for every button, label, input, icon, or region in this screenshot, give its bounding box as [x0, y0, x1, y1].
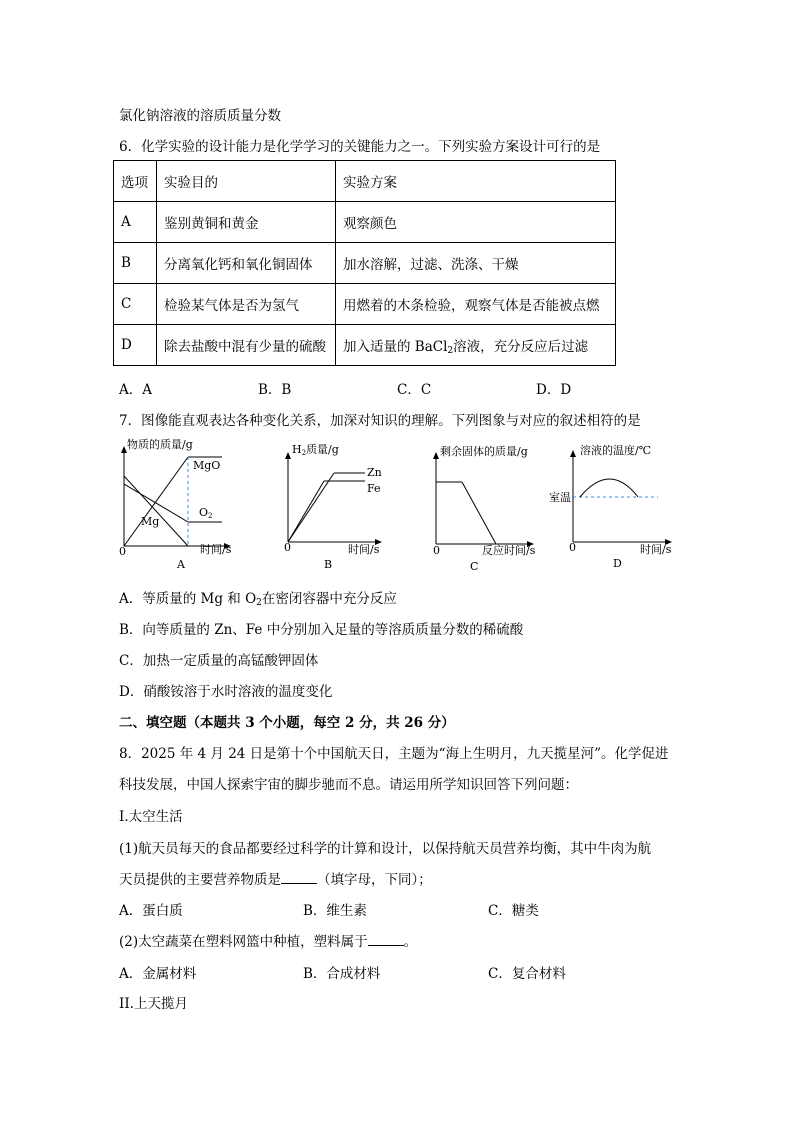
header-option: 选项: [114, 161, 157, 202]
graph-c: [430, 436, 560, 576]
q8-sub1-line1: (1)航天员每天的食品都要经过科学的计算和设计，以保持航天员营养均衡，其中牛肉为航: [119, 841, 652, 857]
graph-d-x-label: 时间/s: [640, 543, 672, 556]
q8-sub2-stem: (2)太空蔬菜在塑料网篮中种植，塑料属于 。: [119, 934, 418, 950]
q8-sub2-option-b: B．合成材料: [303, 966, 381, 982]
q6-option-d: D．D: [536, 382, 572, 398]
row-option: A: [114, 202, 157, 243]
q7-option-a: A．等质量的 Mg 和 $O_2$在密闭容器中充分反应: [119, 591, 397, 608]
experiment-table: [113, 160, 616, 366]
graph-b-x-label: 时间/s: [348, 543, 380, 556]
header-purpose: 实验目的: [157, 161, 336, 202]
graph-d-origin: 0: [569, 541, 576, 554]
previous-question-tail: 氯化钠溶液的溶质质量分数: [119, 108, 281, 124]
question-6-stem: 6．化学实验的设计能力是化学学习的关键能力之一。下列实验方案设计可行的是: [119, 139, 601, 155]
row-purpose: 分离氧化钙和氧化铜固体: [157, 243, 336, 284]
row-purpose: 除去盐酸中混有少量的硫酸: [157, 325, 336, 366]
graph-b: [280, 436, 410, 576]
graph-b-label-zn: Zn: [367, 466, 382, 479]
section-2-heading: 二、填空题（本题共 3 个小题，每空 2 分，共 26 分）: [119, 715, 455, 731]
graph-a-y-label: 物质的质量/g: [127, 438, 193, 451]
row-purpose: 鉴别黄铜和黄金: [157, 202, 336, 243]
graph-a-x-label: 时间/s: [200, 543, 232, 556]
graph-b-label-fe: Fe: [367, 482, 381, 495]
graph-c-origin: 0: [433, 544, 440, 557]
graph-d: [549, 436, 700, 576]
graph-a-caption: A: [177, 558, 185, 571]
graph-d-ref-label: 室温: [549, 491, 571, 504]
graph-b-origin: 0: [284, 541, 291, 554]
q8-sub1-option-a: A．蛋白质: [119, 903, 183, 919]
q8-stem-line1: 8．2025 年 4 月 24 日是第十个中国航天日，主题为“海上生明月，九天揽星河”。化学促进: [119, 746, 669, 762]
graph-a-label-o2: O2: [199, 506, 213, 520]
graph-c-caption: C: [470, 560, 479, 573]
q8-part-2-heading: II.上天揽月: [119, 996, 188, 1012]
q6-option-b: B．B: [258, 382, 292, 398]
graph-c-y-label: 剩余固体的质量/g: [440, 445, 528, 458]
q8-sub2-option-c: C．复合材料: [488, 966, 566, 982]
answer-blank[interactable]: [281, 871, 317, 884]
graph-a-label-mg: Mg: [141, 515, 160, 528]
row-plan: 观察颜色: [336, 202, 616, 243]
q8-sub1-line2: 天员提供的主要营养物质是 （填字母，下同）；: [119, 872, 432, 888]
q7-option-c: C．加热一定质量的高锰酸钾固体: [119, 653, 319, 669]
graph-d-y-label: 溶液的温度/℃: [580, 444, 652, 457]
row-purpose: 检验某气体是否为氢气: [157, 284, 336, 325]
graph-a: [115, 436, 265, 576]
table-row: [114, 243, 616, 284]
answer-blank[interactable]: [368, 933, 404, 946]
graph-d-caption: D: [613, 557, 622, 570]
q8-sub1-option-c: C．糖类: [488, 903, 539, 919]
graph-b-caption: B: [324, 558, 333, 571]
q8-stem-line2: 科技发展，中国人探索宇宙的脚步驰而不息。请运用所学知识回答下列问题：: [119, 777, 578, 793]
row-plan: 加入适量的 BaCl$_2$溶液，充分反应后过滤: [336, 325, 616, 366]
table-row: [114, 325, 616, 366]
graph-b-y-label: H2质量/g: [292, 443, 339, 457]
graph-c-x-label: 反应时间/s: [482, 544, 536, 557]
graph-a-label-mgo: MgO: [193, 459, 221, 472]
table-row: [114, 284, 616, 325]
row-plan: 用燃着的木条检验，观察气体是否能被点燃: [336, 284, 616, 325]
q6-option-a: A．A: [119, 382, 152, 398]
q8-part-1-heading: I.太空生活: [119, 809, 183, 825]
header-plan: 实验方案: [336, 161, 616, 202]
table-row: [114, 202, 616, 243]
q8-sub1-option-b: B．维生素: [303, 903, 367, 919]
q7-option-b: B．向等质量的 Zn、Fe 中分别加入足量的等溶质质量分数的稀硫酸: [119, 622, 524, 638]
q6-option-c: C．C: [397, 382, 432, 398]
row-option: B: [114, 243, 157, 284]
question-7-stem: 7．图像能直观表达各种变化关系，加深对知识的理解。下列图象与对应的叙述相符的是: [119, 413, 641, 429]
table-header-row: [114, 161, 616, 202]
q8-sub2-option-a: A．金属材料: [119, 966, 197, 982]
row-option: D: [114, 325, 157, 366]
row-plan: 加水溶解，过滤、洗涤、干燥: [336, 243, 616, 284]
q7-option-d: D．硝酸铵溶于水时溶液的温度变化: [119, 684, 333, 700]
row-option: C: [114, 284, 157, 325]
graph-a-origin: 0: [119, 545, 126, 558]
